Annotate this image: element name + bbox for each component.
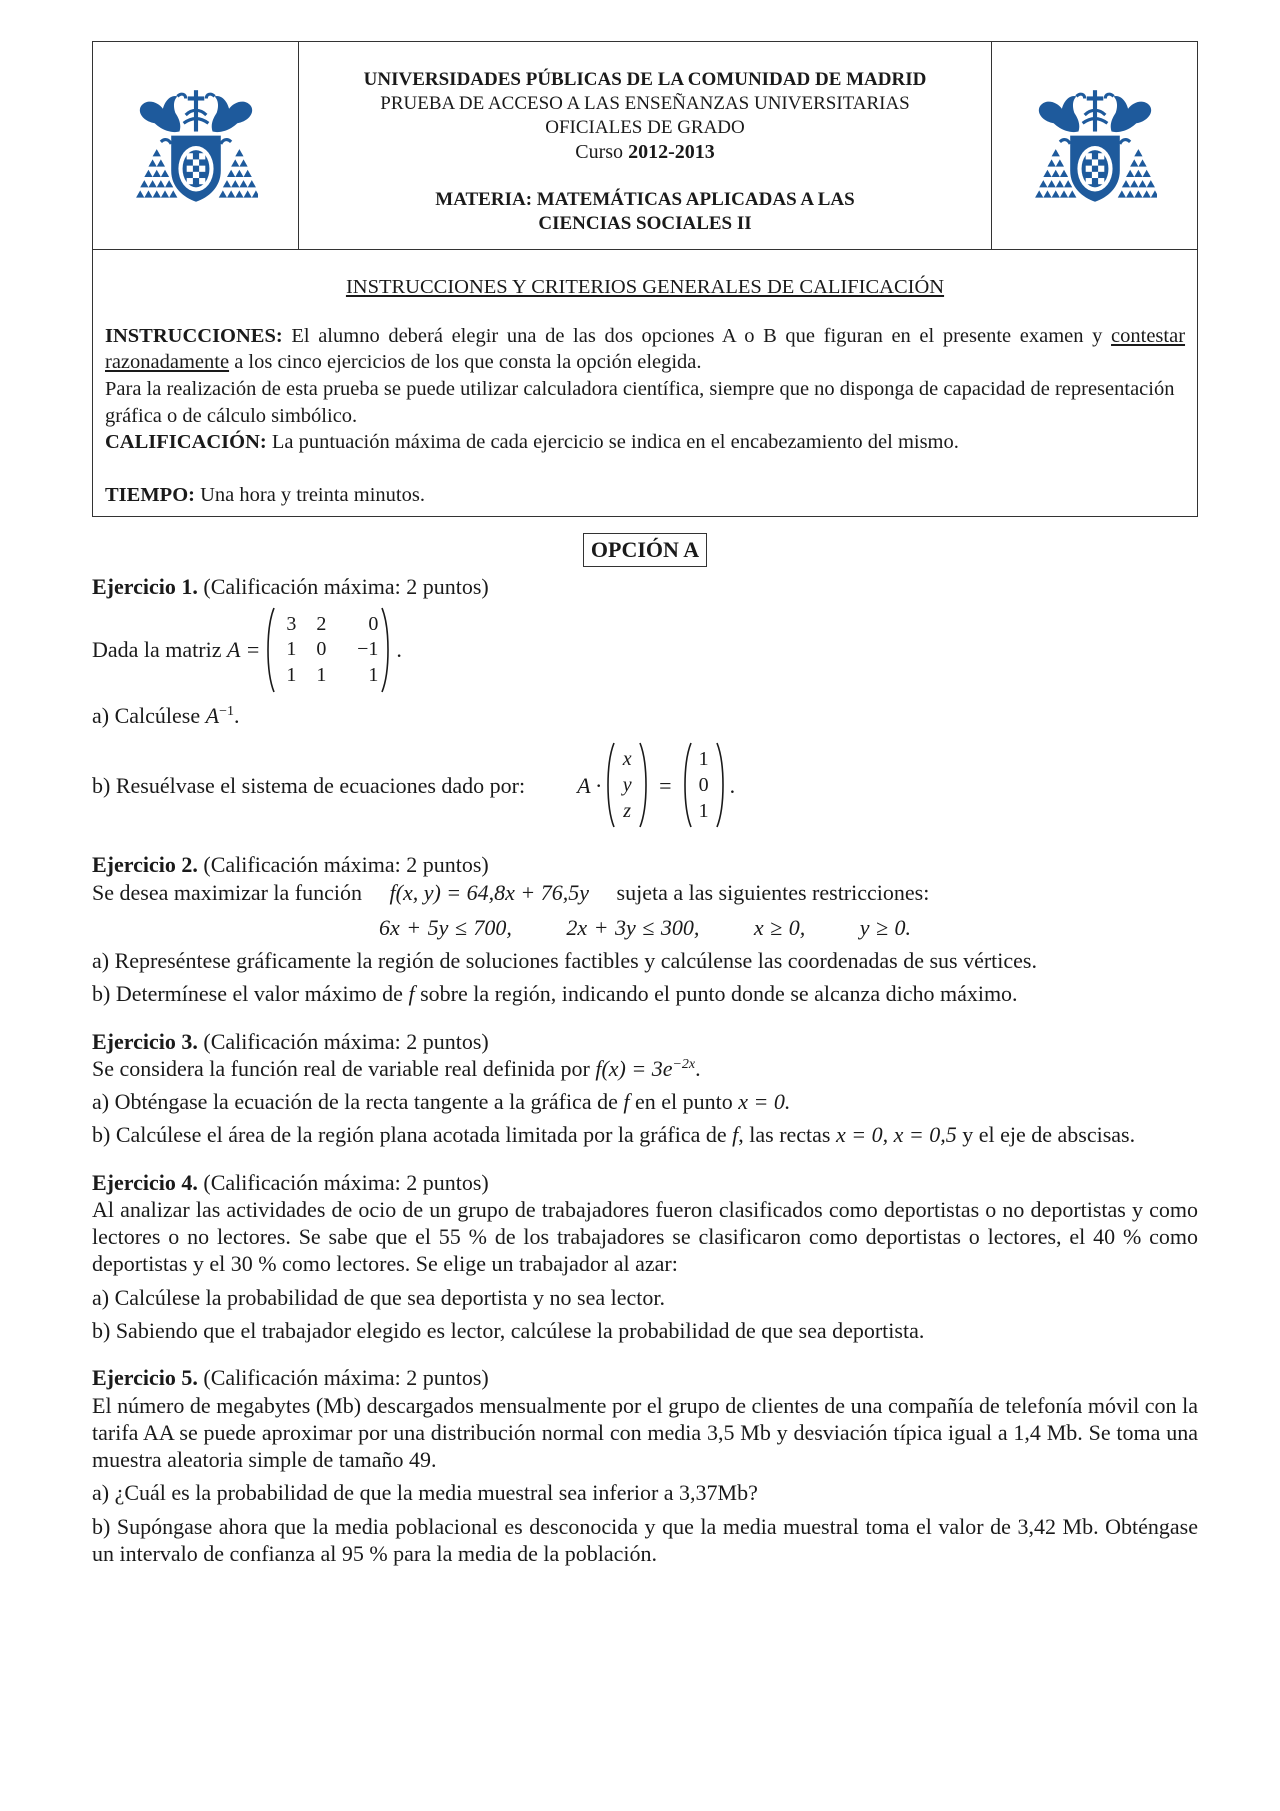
instructions-paragraph [105, 323, 1185, 376]
ex2-intro-end: sujeta a las siguientes restricciones: [616, 879, 930, 905]
matrix-entry: 1 [316, 663, 327, 686]
matrix-definition: Dada la matriz A = 3 2 0 1 0 −1 1 1 1 . [92, 602, 1198, 698]
option-title: OPCIÓN A [583, 533, 707, 566]
exercise-2-heading [92, 851, 1198, 878]
right-paren-icon [380, 606, 392, 694]
matrix-entry: −1 [357, 638, 379, 661]
matrix-a [264, 606, 392, 694]
exercise-1-heading [92, 573, 1198, 600]
university-crest-icon [134, 84, 258, 208]
vector-entry: 0 [698, 774, 709, 797]
exercise-5-part-b: b) Supóngase ahora que la media poblacional es desconocida y que la media muestral toma el valor de 3,42 Mb. Obténgase un intervalo de confianza al 95 % para la media de la población. [92, 1513, 1198, 1566]
exercise-4-part-a: a) Calcúlese la probabilidad de que sea deportista y no sea lector. [92, 1284, 666, 1310]
calculator-note: Para la realización de esta prueba se puede utilizar calculadora científica, siempre que no disponga de capacidad de representación gráfica o de cálculo simbólico. [105, 377, 1175, 427]
exercise-2-intro [92, 879, 1198, 906]
vector-vars [604, 741, 650, 829]
system-operator: A · [577, 772, 602, 798]
instructions-label: INSTRUCCIONES: [105, 324, 283, 347]
exercise-1-part-a: a) Calcúlese $A^{-1}$. [92, 703, 240, 729]
right-paren-icon [715, 741, 727, 829]
exercise-5-text: El número de megabytes (Mb) descargados mensualmente por el grupo de clientes de una compañía de telefonía móvil con la tarifa AA se puede aproximar por una distribución normal con media 3,5 Mb y desviación típica igual a 1,4 Mb. Se toma una muestra aleatoria simple de tamaño 49. [92, 1392, 1198, 1473]
constraint: 6x + 5y ≤ 700, [378, 914, 512, 940]
time-paragraph [105, 482, 1185, 509]
instructions-text-2: a los cinco ejercicios de los que consta la opción elegida. [234, 351, 702, 374]
vector-entry: x [622, 748, 632, 771]
exercise-3-label: Ejercicio 3. [92, 1028, 198, 1054]
matrix-entry: 0 [316, 638, 327, 661]
part-a-matrix: A [205, 703, 220, 729]
exercise-3-intro: Se considera la función real de variable real definida por $f(x) = 3e^{-2x}$. [92, 1055, 701, 1081]
exercise-4-score: (Calificación máxima: 2 puntos) [203, 1169, 489, 1195]
rhs-grid [693, 746, 715, 824]
vector-rhs [681, 741, 727, 829]
instructions-underlined: contestar razonadamente [105, 324, 1186, 374]
exercise-2-part-a: a) Represéntese gráficamente la región de soluciones factibles y calcúlense las coordenadas de sus vértices. [92, 948, 1037, 974]
vector-entry: y [622, 774, 632, 797]
exercise-3-heading [92, 1028, 1198, 1055]
matrix-entry: 3 [286, 612, 297, 635]
left-paren-icon [604, 741, 616, 829]
course-label: Curso [575, 141, 624, 164]
time-text: Una hora y treinta minutos. [200, 483, 425, 506]
exercise-3-part-b [92, 1121, 1198, 1148]
ex2-intro-text: Se desea maximizar la función [92, 879, 363, 905]
ex2-b-text-1: b) Determínese el valor máximo de [92, 981, 403, 1007]
ex3-a-text-1: a) Obténgase la ecuación de la recta tangente a la gráfica de [92, 1089, 618, 1115]
subject-line1: MATERIA: MATEMÁTICAS APLICADAS A LAS [435, 188, 855, 210]
exercise-3-part-a [92, 1088, 1198, 1115]
vector-entry: 1 [698, 800, 709, 823]
left-paren-icon [681, 741, 693, 829]
matrix-name: A = [227, 637, 261, 663]
exercise-3-score: (Calificación máxima: 2 puntos) [203, 1028, 489, 1054]
exam-name-line2: OFICIALES DE GRADO [545, 117, 745, 139]
exam-page [92, 41, 1198, 1567]
exercise-2-label: Ejercicio 2. [92, 852, 198, 878]
exercise-5-part-a: a) ¿Cuál es la probabilidad de que la media muestral sea inferior a 3,37Mb? [92, 1480, 758, 1506]
exercise-5 [92, 1364, 1198, 1567]
exercise-4-heading [92, 1169, 1198, 1196]
constraints [92, 914, 1198, 941]
exercise-1 [92, 573, 1198, 834]
ex3-exponent: −2x [672, 1056, 696, 1072]
objective-function: f(x, y) = 64,8x + 76,5y [389, 879, 590, 905]
grading-text: La puntuación máxima de cada ejercicio se indica en el encabezamiento del mismo. [271, 431, 959, 454]
matrix-intro: Dada la matriz [92, 637, 222, 663]
logo-right-cell [991, 42, 1197, 249]
exercise-1-label: Ejercicio 1. [92, 573, 198, 599]
option-heading [92, 533, 1198, 566]
ex3-b-text-2: , las rectas [738, 1122, 831, 1148]
vector-entry: z [623, 800, 632, 823]
part-b-text: b) Resuélvase el sistema de ecuaciones dado por: [92, 772, 526, 798]
exercise-4-label: Ejercicio 4. [92, 1169, 198, 1195]
ex3-b-f: f [732, 1122, 739, 1148]
matrix-grid [276, 612, 380, 689]
exercise-4 [92, 1169, 1198, 1345]
matrix-entry: 2 [316, 612, 327, 635]
exercise-4-part-b: b) Sabiendo que el trabajador elegido es lector, calcúlese la probabilidad de que sea deportista. [92, 1318, 925, 1343]
university-name: UNIVERSIDADES PÚBLICAS DE LA COMUNIDAD DE MADRID [363, 69, 927, 90]
ex3-b-text-3: y el eje de abscisas. [962, 1122, 1136, 1148]
instructions-title: INSTRUCCIONES Y CRITERIOS GENERALES DE CALIFICACIÓN [345, 276, 945, 298]
header-row [93, 42, 1197, 250]
constraint: x ≥ 0, [753, 914, 806, 940]
part-a-exponent: −1 [219, 704, 234, 720]
ex3-intro-text: Se considera la función real de variable real definida por [92, 1055, 590, 1081]
exercise-2 [92, 851, 1198, 1007]
subject-line2: CIENCIAS SOCIALES II [538, 212, 752, 234]
matrix-entry: 1 [286, 638, 297, 661]
vector-entry: 1 [698, 748, 709, 771]
left-paren-icon [264, 606, 276, 694]
exam-header [92, 41, 1198, 517]
grading-paragraph [105, 429, 1185, 456]
vars-grid [616, 746, 638, 824]
ex2-b-f: f [408, 981, 415, 1007]
exercise-1-score: (Calificación máxima: 2 puntos) [203, 573, 489, 599]
ex3-b-lines: x = 0, x = 0,5 [835, 1122, 957, 1148]
ex3-a-point: x = 0. [738, 1089, 791, 1115]
header-title [299, 42, 991, 249]
exercise-5-heading [92, 1364, 1198, 1391]
matrix-entry: 0 [368, 612, 379, 635]
ex2-b-text-2: sobre la región, indicando el punto donde se alcanza dicho máximo. [420, 981, 1018, 1007]
exercise-3 [92, 1028, 1198, 1149]
time-label: TIEMPO: [105, 483, 195, 506]
instructions-box [93, 250, 1197, 516]
constraint: 2x + 3y ≤ 300, [566, 914, 700, 940]
course [299, 140, 991, 165]
matrix-entry: 1 [368, 663, 379, 686]
instructions-text-1: El alumno deberá elegir una de las dos opciones A o B que figuran en el presente examen y [291, 324, 1103, 347]
constraint: y ≥ 0. [859, 914, 912, 940]
logo-left-cell [93, 42, 299, 249]
ex3-function: f(x) = 3e [595, 1055, 673, 1081]
ex3-b-text-1: b) Calcúlese el área de la región plana acotada limitada por la gráfica de [92, 1122, 727, 1148]
ex3-a-f: f [623, 1089, 630, 1115]
exercise-5-label: Ejercicio 5. [92, 1365, 198, 1391]
ex3-a-text-2: en el punto [634, 1089, 733, 1115]
matrix-entry: 1 [286, 663, 297, 686]
exam-name-line1: PRUEBA DE ACCESO A LAS ENSEÑANZAS UNIVERSITARIAS [380, 93, 910, 115]
university-crest-icon [1033, 84, 1157, 208]
exercise-2-part-b [92, 980, 1198, 1007]
exercise-4-text: Al analizar las actividades de ocio de un grupo de trabajadores fueron clasificados como deportistas o no deportistas y como lectores o no lectores. Se sabe que el 55 % de los trabajadores se clasificaron como deportistas o lectores, el 40 % como deportistas y el 30 % como lectores. Se elige un trabajador al azar: [92, 1196, 1198, 1277]
exercise-5-score: (Calificación máxima: 2 puntos) [203, 1365, 489, 1391]
course-year: 2012-2013 [628, 141, 715, 164]
part-a-text: a) Calcúlese [92, 703, 201, 729]
right-paren-icon [638, 741, 650, 829]
exercise-1-part-b: b) Resuélvase el sistema de ecuaciones dado por: A · x y z = 1 0 1 . [92, 737, 1198, 833]
exercise-2-score: (Calificación máxima: 2 puntos) [203, 852, 489, 878]
grading-label: CALIFICACIÓN: [105, 431, 267, 454]
